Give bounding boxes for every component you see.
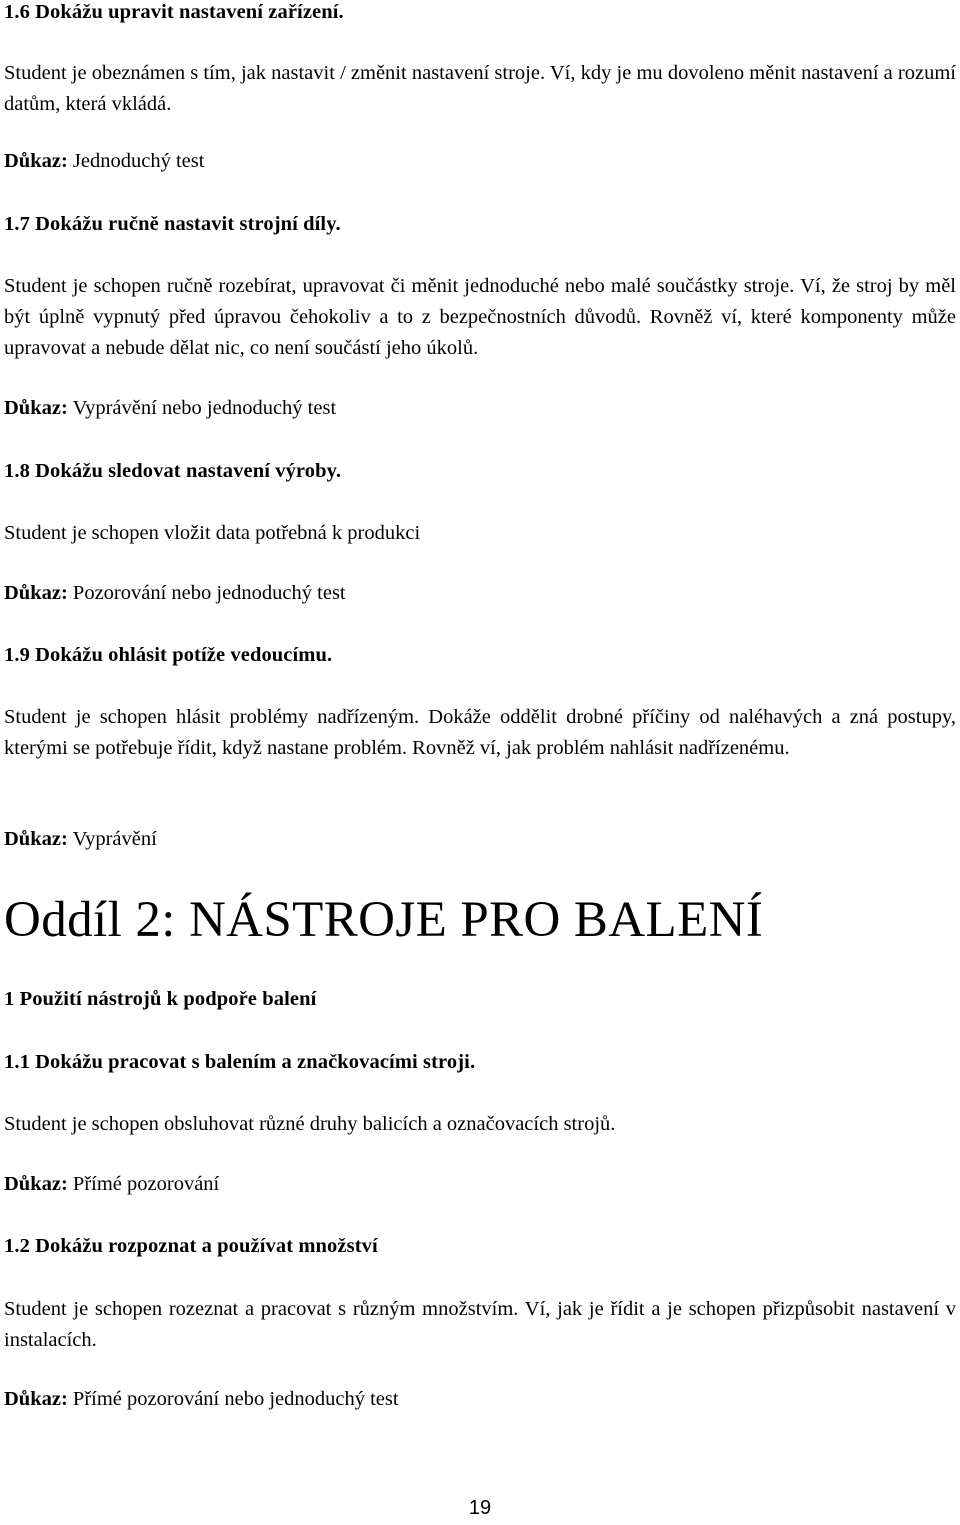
proof-1-6	[4, 150, 956, 173]
paragraph-1-6: Student je obeznámen s tím, jak nastavit / změnit nastavení stroje. Ví, kdy je mu dovoleno měnit nastavení a rozumí datům, která vkládá.	[4, 62, 956, 115]
heading-2-1-2: 1.2 Dokážu rozpoznat a používat množství	[4, 1235, 378, 1257]
proof-value: Pozorování nebo jednoduchý test	[72, 582, 346, 604]
proof-2-1-2	[4, 1388, 956, 1411]
paragraph-2-1-2: Student je schopen rozeznat a pracovat s různým množstvím. Ví, jak je řídit a je schopen přizpůsobit nastavení v instalacích.	[4, 1298, 956, 1351]
subsection-title: 1 Použití nástrojů k podpoře balení	[4, 988, 317, 1010]
page-number: 19	[468, 1497, 492, 1519]
proof-1-7	[4, 397, 956, 420]
proof-label: Důkaz:	[4, 828, 68, 850]
paragraph-2-1-1: Student je schopen obsluhovat různé druhy balicích a označovacích strojů.	[4, 1113, 616, 1135]
heading-1-8: 1.8 Dokážu sledovat nastavení výroby.	[4, 460, 342, 482]
proof-value: Vyprávění	[72, 828, 157, 850]
proof-label: Důkaz:	[4, 1388, 68, 1410]
paragraph-1-9: Student je schopen hlásit problémy nadřízeným. Dokáže oddělit drobné příčiny od naléhavých a zná postupy, kterými se potřebuje řídit, když nastane problém. Rovněž ví, jak problém nahlásit nadřízenému.	[4, 706, 956, 759]
proof-label: Důkaz:	[4, 1173, 68, 1195]
section-title: Oddíl 2: NÁSTROJE PRO BALENÍ	[4, 892, 764, 948]
heading-2-1-1: 1.1 Dokážu pracovat s balením a značkovacími stroji.	[4, 1051, 476, 1073]
proof-value: Vyprávění nebo jednoduchý test	[72, 397, 337, 419]
proof-2-1-1	[4, 1173, 956, 1196]
heading-1-9: 1.9 Dokážu ohlásit potíže vedoucímu.	[4, 644, 333, 666]
proof-value: Přímé pozorování	[72, 1173, 220, 1195]
proof-value: Jednoduchý test	[72, 150, 205, 172]
heading-1-6: 1.6 Dokážu upravit nastavení zařízení.	[4, 1, 344, 23]
heading-1-7: 1.7 Dokážu ručně nastavit strojní díly.	[4, 213, 341, 235]
proof-value: Přímé pozorování nebo jednoduchý test	[72, 1388, 399, 1410]
paragraph-1-8: Student je schopen vložit data potřebná k produkci	[4, 522, 421, 544]
proof-1-9	[4, 828, 956, 851]
proof-label: Důkaz:	[4, 150, 68, 172]
proof-label: Důkaz:	[4, 582, 68, 604]
paragraph-1-7: Student je schopen ručně rozebírat, upravovat či měnit jednoduché nebo malé součástky stroje. Ví, že stroj by měl být úplně vypnutý před úpravou čehokoliv a to z bezpečnostních důvodů. Rovněž ví, které komponenty může upravovat a nebude dělat nic, co není součástí jeho úkolů.	[4, 275, 956, 359]
proof-1-8	[4, 582, 956, 605]
proof-label: Důkaz:	[4, 397, 68, 419]
